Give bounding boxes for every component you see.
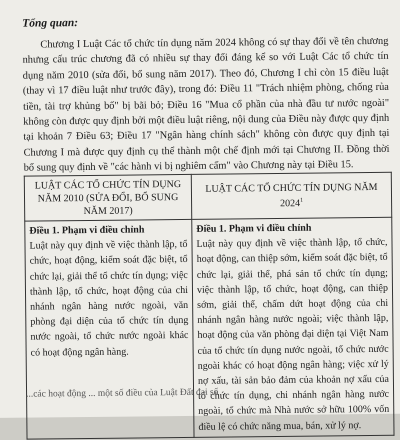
left-article-title: Điều 1. Phạm vi điều chỉnh: [29, 222, 187, 239]
intro-paragraph: [22, 34, 389, 176]
left-article-text: Luật này quy định về việc thành lập, tổ chức, hoạt động, kiểm soát đặc biệt, tổ chức lại, giải thể tổ chức tín dụng; việc thành lập, tổ chức, hoạt động của chi nhánh ngân hàng nước ngoài, văn phòng đại diện của tổ chức tín dụng nước ngoài, tổ chức nước ngoài khác có hoạt động ngân hàng.: [29, 239, 188, 358]
comparison-table: [24, 172, 395, 440]
header-right-text: LUẬT CÁC TỔ CHỨC TÍN DỤNG NĂM 2024: [205, 182, 377, 209]
right-article-title: Điều 1. Phạm vi điều chỉnh: [196, 220, 387, 237]
header-left-text: LUẬT CÁC TỔ CHỨC TÍN DỤNG NĂM 2010 (SỬA ĐỔI, BỔ SUNG NĂM 2017): [35, 179, 181, 217]
table-header-row: [24, 172, 391, 221]
right-article-text: Luật này quy định về việc thành lập, tổ chức, hoạt động, can thiệp sớm, kiểm soát đặc biệt, tổ chức lại, giải thể, phá sản tổ chức tín dụng; việc thành lập, tổ chức, hoạt động, can thiệp sớm, giải thể, chấm dứt hoạt động của chi nhánh ngân hàng nước ngoài; việc thành lập, hoạt động của văn phòng đại diện tại Việt Nam của tổ chức tín dụng nước ngoài, tổ chức nước ngoài khác có hoạt động ngân hàng; việc xử lý nợ xấu, tài sản bảo đảm của khoản nợ xấu của tổ chức tín dụng, chi nhánh ngân hàng nước ngoài, tổ chức mà Nhà nước sở hữu 100% vốn điều lệ có chức năng mua, bán, xử lý nợ.: [196, 237, 389, 432]
header-right: [191, 172, 391, 219]
footer-fragment: ...các hoạt động ... một số điều của Luật Đất đai số: [26, 388, 218, 400]
left-cell: [25, 219, 194, 439]
footnote-marker: 1: [300, 198, 303, 204]
section-title: Tổng quan:: [22, 17, 78, 30]
table-row: [25, 217, 394, 439]
header-left: [24, 174, 191, 221]
intro-text: Chương I Luật Các tổ chức tín dụng năm 2024 không có sự thay đổi về tên chương nhưng cấu trúc chương đã có nhiều sự thay đổi đáng kể so với Luật Các tổ chức tín dụng năm 2010 (sửa đổi, bổ sung năm 2017). Theo đó, Chương I chỉ còn 15 điều luật (thay vì 17 điều luật như trước đây), trong đó: Điều 11 "Trách nhiệm phòng, chống rủa tiền, tài trợ khủng bố" bị bãi bỏ; Điều 16 "Mua cổ phần của nhà đầu tư nước ngoài" không còn được quy định bởi một điều luật riêng, nội dung của Điều này được quy định tại khoản 7 Điều 63; Điều 17 "Ngân hàng chính sách" không còn được quy định tại Chương I mà được quy định cụ thể thành một chế định mới tại Chương II. Đồng thời bổ sung quy định về "các hành vi bị nghiêm cấm" vào Chương này tại Điều 15.: [23, 36, 390, 174]
right-cell: [192, 217, 394, 437]
